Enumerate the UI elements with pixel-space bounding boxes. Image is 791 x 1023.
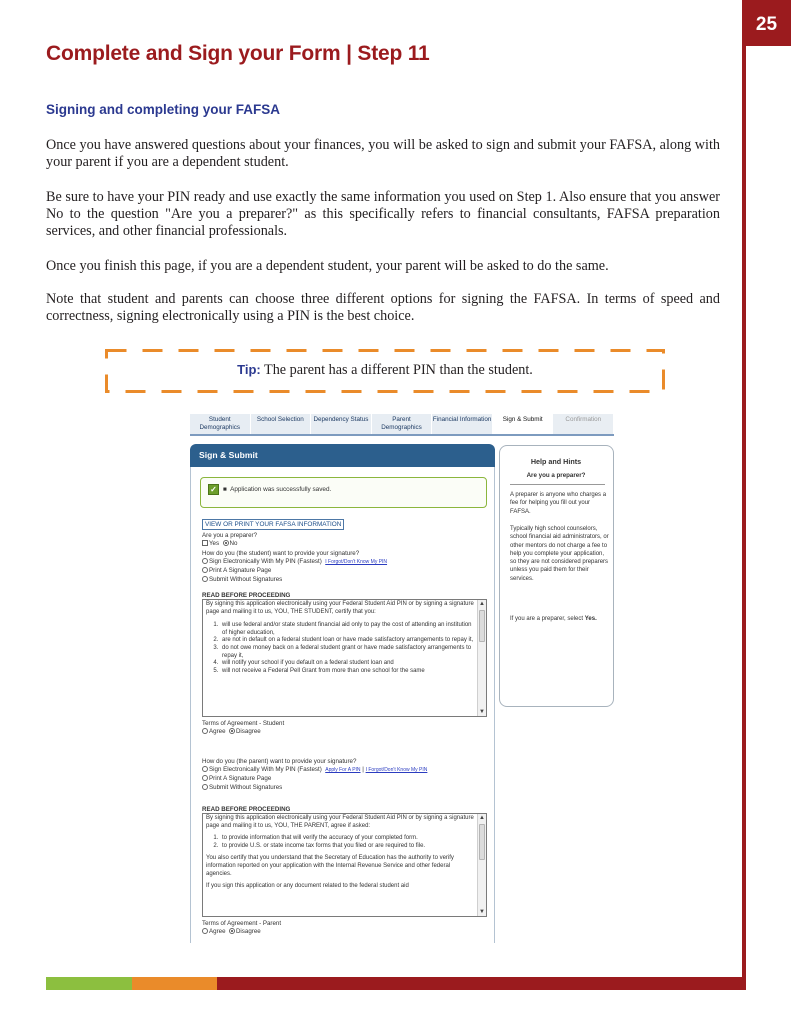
footer-bar-green [46, 977, 132, 990]
parent-apply-pin-link[interactable]: Apply For A PIN [325, 767, 361, 773]
preparer-no-radio[interactable] [223, 540, 229, 546]
tip-text [105, 362, 665, 379]
help-title: Help and Hints [530, 457, 582, 466]
student-nosign-radio[interactable] [202, 576, 208, 582]
saved-message-text: Application was successfully saved. [230, 486, 332, 493]
parent-option-print[interactable] [202, 775, 271, 782]
scroll-up-icon[interactable]: ▲ [479, 815, 485, 821]
saved-message-box [200, 477, 487, 508]
student-option-print-label: Print A Signature Page [209, 567, 272, 574]
parent-agree-label: Agree [209, 928, 226, 935]
student-terms-options [202, 728, 261, 735]
student-agree-label: Agree [209, 728, 226, 735]
student-term-item: 1. will use federal and/or state student financial aid only to pay the cost of attending an institution of higher education, [220, 622, 476, 637]
parent-option-pin[interactable]: Sign Electronically With My PIN (Fastest) Apply For A PIN | I Forgot/Don't Know My PIN [202, 766, 427, 773]
help-question: Are you a preparer? [526, 472, 586, 479]
parent-agree-radio[interactable] [202, 928, 208, 934]
paragraph-3: Once you finish this page, if you are a dependent student, your parent will be asked to do the same. [46, 258, 609, 274]
tip-message: The parent has a different PIN than the student. [260, 362, 533, 378]
student-option-pin-label: Sign Electronically With My PIN (Fastest) [209, 558, 322, 565]
student-term-item: 5. will not receive a Federal Pell Grant from more than one school for the same [220, 668, 476, 676]
help-paragraph-3 [510, 615, 610, 623]
paragraph-1: Once you have answered questions about your finances, you will be asked to sign and submit your FAFSA, along with your parent if you are a dependent student. [46, 137, 720, 170]
student-option-nosign-label: Submit Without Signatures [209, 576, 283, 583]
student-disagree-label: Disagree [235, 728, 261, 735]
footer-bar-orange [132, 977, 217, 990]
parent-terms-content [206, 815, 476, 891]
paragraph-2: Be sure to have your PIN ready and use exactly the same information you used on Step 1. Also ensure that you answer No to the question "Are you a preparer?" as this specifically refers to financial consultants, FAFSA preparation services, and other financial professionals. [46, 189, 720, 239]
student-read-before: READ BEFORE PROCEEDING [202, 592, 291, 599]
tab-parent-demographics[interactable]: Parent Demographics [372, 414, 433, 434]
parent-disagree-radio[interactable] [229, 928, 235, 934]
scroll-up-icon[interactable]: ▲ [479, 601, 485, 607]
page-title: Complete and Sign your Form | Step 11 [46, 42, 430, 65]
step-tabs [190, 414, 614, 436]
page-number: 25 [742, 0, 791, 46]
student-term-item: 2. are not in default on a federal student loan or have made satisfactory arrangements to repay it, [220, 637, 476, 645]
student-signature-question: How do you (the student) want to provide your signature? [202, 550, 360, 557]
parent-nosign-radio[interactable] [202, 784, 208, 790]
scrollbar-thumb[interactable] [479, 824, 485, 860]
scroll-down-icon[interactable]: ▼ [479, 909, 485, 915]
parent-term-item: 1. to provide information that will verify the accuracy of your completed form. [220, 835, 476, 843]
parent-signature-question: How do you (the parent) want to provide your signature? [202, 758, 357, 765]
student-agree-radio[interactable] [202, 728, 208, 734]
student-terms-scrollbar[interactable] [477, 600, 486, 716]
fafsa-screenshot [190, 411, 614, 943]
tip-label: Tip: [237, 362, 261, 377]
preparer-yes-checkbox[interactable] [202, 540, 208, 546]
parent-disagree-label: Disagree [235, 928, 261, 935]
parent-terms-options [202, 928, 261, 935]
student-option-print[interactable] [202, 567, 271, 574]
student-forgot-pin-link[interactable]: I Forgot/Don't Know My PIN [325, 559, 388, 565]
student-terms-scrollbox[interactable] [202, 599, 487, 717]
parent-term-item: 2. to provide U.S. or state income tax forms that you filed or are required to file. [220, 843, 476, 851]
parent-print-radio[interactable] [202, 775, 208, 781]
preparer-yes-label: Yes [209, 540, 220, 547]
paragraph-4: Note that student and parents can choose three different options for signing the FAFSA. In terms of speed and correctness, signing electronically using a PIN is the best choice. [46, 291, 720, 324]
preparer-options [202, 540, 237, 547]
check-icon: ✓ [208, 484, 219, 495]
parent-terms-intro: By signing this application electronically using your Federal Student Aid PIN or by signing a signature page and mailing it to us, YOU, THE PARENT, agree if asked: [206, 815, 474, 829]
student-terms-intro: By signing this application electronically using your Federal Student Aid PIN or by signing a signature page and mailing it to us, YOU, THE STUDENT, certify that you: [206, 601, 474, 615]
scrollbar-thumb[interactable] [479, 610, 485, 642]
student-option-pin[interactable] [202, 558, 387, 565]
parent-forgot-pin-link[interactable]: I Forgot/Don't Know My PIN [365, 767, 428, 773]
help-divider [510, 484, 605, 485]
student-option-nosign[interactable] [202, 576, 282, 583]
tab-confirmation: Confirmation [553, 414, 614, 434]
sign-submit-panel [190, 467, 495, 943]
footer-bar-red [217, 977, 746, 990]
tab-dependency-status[interactable]: Dependency Status [311, 414, 372, 434]
help-paragraph-2: Typically high school counselors, school financial aid administrators, or other mentors do not charge a fee to help you complete your application, so they are not considered preparers unless you paid them for their services. [510, 526, 609, 582]
preparer-question: Are you a preparer? [202, 532, 258, 539]
parent-read-before: READ BEFORE PROCEEDING [202, 806, 291, 813]
tab-student-demographics[interactable]: Student Demographics [190, 414, 251, 434]
parent-terms-scrollbar[interactable] [477, 814, 486, 916]
parent-certify-text: You also certify that you understand that the Secretary of Education has the authority to verify information reported on your application with the Internal Revenue Service and other federal agencies. [206, 855, 454, 877]
tab-sign-submit[interactable]: Sign & Submit [493, 414, 554, 434]
help-paragraph-3-text: If you are a preparer, select [510, 616, 585, 622]
page-border-right [742, 0, 746, 990]
parent-terms-label: Terms of Agreement - Parent [202, 920, 282, 927]
view-print-button[interactable]: VIEW OR PRINT YOUR FAFSA INFORMATION [202, 519, 344, 530]
preparer-no-label: No [229, 540, 238, 547]
scroll-down-icon[interactable]: ▼ [479, 709, 485, 715]
help-paragraph-3-bold: Yes. [584, 616, 597, 622]
parent-last-line: If you sign this application or any document related to the federal student aid [206, 883, 409, 890]
panel-title: Sign & Submit [190, 444, 495, 467]
help-hints-panel [499, 445, 614, 707]
parent-terms-scrollbox[interactable] [202, 813, 487, 917]
parent-option-nosign-label: Submit Without Signatures [209, 784, 283, 791]
tab-school-selection[interactable]: School Selection [251, 414, 312, 434]
student-print-radio[interactable] [202, 567, 208, 573]
section-subtitle: Signing and completing your FAFSA [46, 102, 281, 117]
student-terms-content [206, 601, 476, 675]
student-pin-radio[interactable] [202, 558, 208, 564]
parent-option-nosign[interactable] [202, 784, 282, 791]
parent-option-pin-label: Sign Electronically With My PIN (Fastest) [209, 766, 322, 773]
tab-financial-information[interactable]: Financial Information [432, 414, 493, 434]
parent-pin-radio[interactable] [202, 766, 208, 772]
student-disagree-radio[interactable] [229, 728, 235, 734]
tip-box [105, 349, 665, 393]
student-term-item: 3. do not owe money back on a federal student grant or have made satisfactory arrangements to repay it, [220, 645, 476, 660]
student-terms-label: Terms of Agreement - Student [202, 720, 285, 727]
parent-option-print-label: Print A Signature Page [209, 775, 272, 782]
student-term-item: 4. will notify your school if you default on a federal student loan and [220, 660, 476, 668]
help-paragraph-1: A preparer is anyone who charges a fee for helping you fill out your FAFSA. [510, 492, 607, 515]
saved-message: ■ Application was successfully saved. [223, 486, 332, 493]
